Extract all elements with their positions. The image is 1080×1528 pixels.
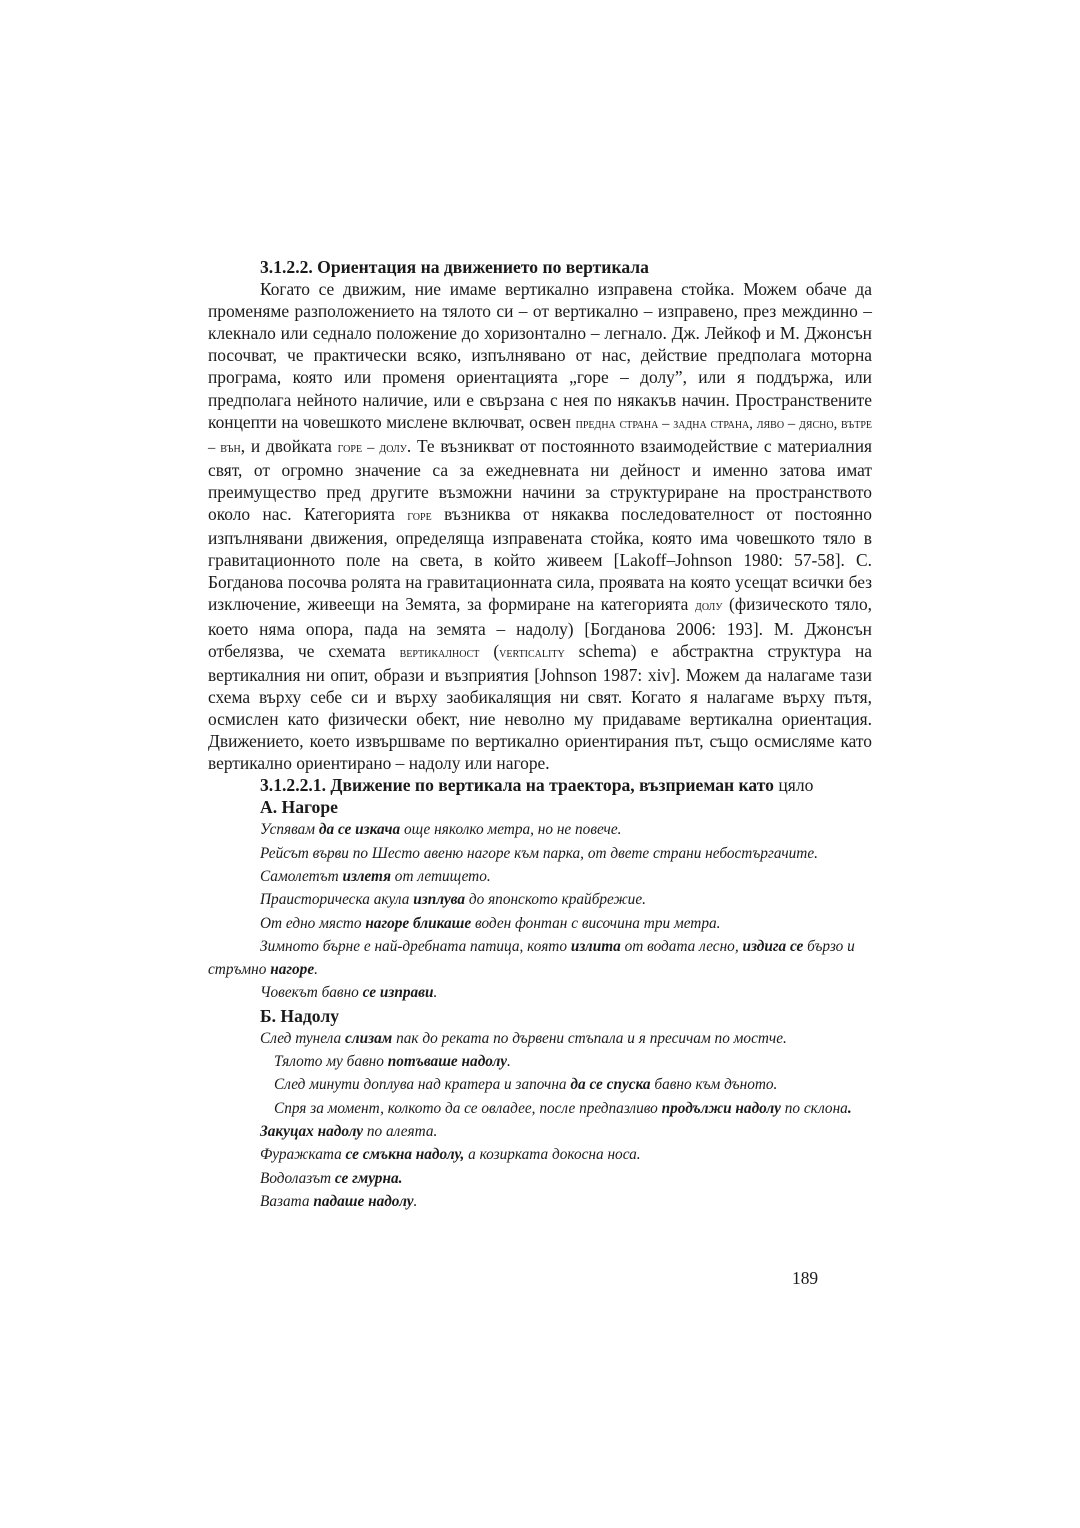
subsection-heading-normal: цяло: [773, 775, 814, 796]
small-caps-term: verticality: [499, 644, 565, 661]
example-line: Човекът бавно се изправи.: [260, 984, 438, 1002]
example-line: Спря за момент, колкото да се овладее, после предпазливо продължи надолу по склона.: [274, 1099, 852, 1117]
section-heading: 3.1.2.2. Ориентация на движението по вертикала: [260, 257, 649, 277]
text-run: , и двойката: [240, 435, 338, 456]
text-block: [208, 256, 872, 1213]
example-line: След минути доплува над кратера и започна да се спуска бавно към дъното.: [274, 1076, 778, 1094]
heading-b: Б. Надолу: [260, 1005, 340, 1026]
example-line: Тялото му бавно потъваше надолу.: [274, 1053, 511, 1071]
subsection-heading-bold: 3.1.2.2.1. Движение по вертикала на траектора, възприеман като: [260, 775, 774, 796]
example-line: Водолазът се гмурна.: [260, 1169, 403, 1187]
example-line: Успявам да се изкача още няколко метра, но не повече.: [260, 821, 622, 839]
text-run: . Те възникват от постоянното взаимодействие с материалния свят, от огромно значение са за ежедневната ни дейност и именно затова имат преимущество пред другите възможни начини за структуриране на пространството около нас. Категорията: [208, 435, 873, 525]
text-run: възниква от някаква последователност от постоянно изпълнявани движения, определяща изправената стойка, която има човешкото тяло в гравитационното поле на света, в който живеем [Lakoff–Johnson 1980: 57-58]. С. Богданова посочва ролята на гравитационната сила, проявата на която усещат всички без изключение, живеещи на Земята, за формиране на категорията: [208, 504, 872, 615]
example-line: От едно място нагоре бликаше воден фонтан с височина три метра.: [260, 914, 721, 932]
text-run: schema) е абстрактна структура на вертикалния ни опит, образи и възприятия [Johnson 1987: xiv]. Можем да налагаме тази схема върху себе си и върху заобикалящия ни свят. Когато я налагаме върху пътя, осмислен като физически обект, ние неволно му придаваме вертикална ориентация. Движението, което извършваме по вертикално ориентирания път, също осмисляме като вертикално ориентирано – надолу или нагоре.: [208, 640, 873, 774]
small-caps-term: горе – долу: [337, 439, 407, 456]
example-line: След тунела слизам пак до реката по дървени стъпала и я пресичам по мостче.: [260, 1029, 787, 1047]
text-run: Когато се движим, ние имаме вертикално изправена стойка. Можем обаче да променяме разположението на тялото си – от вертикално – изправено, през междинно – клекнало или седнало положение до хоризонтално – легнало. Дж. Лейкоф и М. Джонсън посочват, че практически всяко, изпълнявано от нас, действие предполага моторна програма, която или променя ориентацията „горе – долу”, или я поддържа, или предполага нейното наличие, или е свързана с нея по някакъв начин. Пространствените концепти на човешкото мислене включват, освен: [208, 279, 872, 432]
example-line: Закуцах надолу по алеята.: [260, 1123, 438, 1140]
small-caps-term: горе: [407, 508, 432, 525]
small-caps-term: вертикалност: [399, 644, 480, 661]
example-line: Праисторическа акула изплува до японското крайбрежие.: [260, 891, 646, 909]
heading-a: А. Нагоре: [260, 797, 338, 818]
subsection-heading: [260, 774, 872, 796]
example-line: Вазата падаше надолу.: [260, 1192, 418, 1210]
example-line: Самолетът излетя от летището.: [260, 867, 491, 885]
example-line: Рейсът върви по Шесто авеню нагоре към парка, от двете страни небостъргачите.: [260, 844, 818, 862]
example-line: Фуражката се смъкна надолу, а козирката докосна носа.: [260, 1146, 641, 1164]
body-paragraph: [208, 278, 872, 774]
example-line: Зимното бърне е най-дребната патица, която излита от водата лесно, издига се бързо и стръмно нагоре.: [208, 937, 855, 979]
small-caps-term: предна страна – задна страна, ляво – дясно, вътре – вън: [208, 415, 873, 456]
small-caps-term: долу: [695, 598, 723, 615]
text-run: (физическото тяло, което няма опора, пада на земята – надолу) [Богданова 2006: 193]. М. Джонсън отбелязва, че схемата: [208, 594, 872, 661]
page-number: 189: [792, 1268, 819, 1288]
text-run: (: [479, 640, 500, 661]
